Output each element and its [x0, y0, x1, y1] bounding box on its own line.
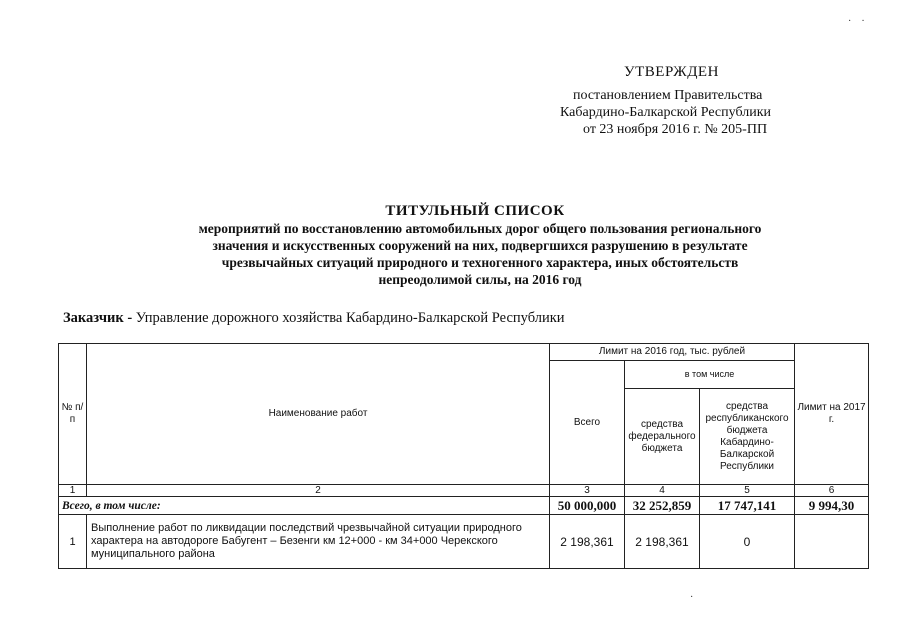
total-row-federal: 32 252,859 — [625, 497, 700, 515]
total-row-regional: 17 747,141 — [700, 497, 795, 515]
header-including: в том числе — [625, 361, 795, 389]
document-subtitle-line-3: чрезвычайных ситуаций природного и техногенного характера, иных обстоятельств — [221, 255, 739, 270]
document-subtitle-line-4: непреодолимой силы, на 2016 год — [378, 272, 582, 287]
total-row-limit-2017: 9 994,30 — [795, 497, 869, 515]
total-row-label: Всего, в том числе: — [59, 497, 550, 515]
header-federal-budget: средства федерального бюджета — [625, 389, 700, 485]
document-title-block — [60, 203, 900, 288]
row-federal: 2 198,361 — [625, 515, 700, 569]
row-total: 2 198,361 — [550, 515, 625, 569]
header-limit-2017: Лимит на 2017 г. — [795, 344, 869, 485]
document-subtitle-line-2: значения и искусственных сооружений на них, подвергшихся разрушению в результате — [212, 238, 748, 253]
customer-value: Управление дорожного хозяйства Кабардино-Балкарской Республики — [135, 310, 565, 326]
customer-label: Заказчик - — [63, 310, 133, 326]
title-list-table — [58, 343, 869, 569]
customer-line — [63, 310, 565, 327]
header-total: Всего — [550, 361, 625, 485]
column-number: 4 — [625, 485, 700, 497]
column-number: 6 — [795, 485, 869, 497]
header-num: № п/п — [59, 344, 87, 485]
column-number: 1 — [59, 485, 87, 497]
column-number: 3 — [550, 485, 625, 497]
total-row — [59, 497, 869, 515]
scan-speck-bottom: · — [690, 592, 694, 603]
row-limit-2017 — [795, 515, 869, 569]
document-title: ТИТУЛЬНЫЙ СПИСОК — [385, 203, 565, 219]
scan-speck-top-right: · · — [848, 16, 865, 27]
document-subtitle-line-1: мероприятий по восстановлению автомобильных дорог общего пользования регионального — [198, 221, 762, 236]
header-work-name: Наименование работ — [87, 344, 550, 485]
row-work-name: Выполнение работ по ликвидации последствий чрезвычайной ситуации природного характера на автодороге Бабугент – Безенги км 12+000 - км 34+000 Черекского муниципального района — [87, 515, 550, 569]
row-regional: 0 — [700, 515, 795, 569]
column-number: 2 — [87, 485, 550, 497]
approval-line-republic: Кабардино-Балкарской Республики — [560, 105, 771, 120]
header-regional-budget: средства республиканского бюджета Кабардино-Балкарской Республики — [700, 389, 795, 485]
total-row-total: 50 000,000 — [550, 497, 625, 515]
approval-line-decree: постановлением Правительства — [573, 88, 763, 103]
header-limit-2016: Лимит на 2016 год, тыс. рублей — [550, 344, 795, 361]
approval-line-date: от 23 ноября 2016 г. № 205-ПП — [583, 122, 768, 137]
table-row — [59, 515, 869, 569]
approval-stamp: УТВЕРЖДЕН — [624, 64, 719, 80]
row-num: 1 — [59, 515, 87, 569]
column-number: 5 — [700, 485, 795, 497]
approval-block — [560, 64, 800, 138]
column-numbers-row — [59, 485, 869, 497]
